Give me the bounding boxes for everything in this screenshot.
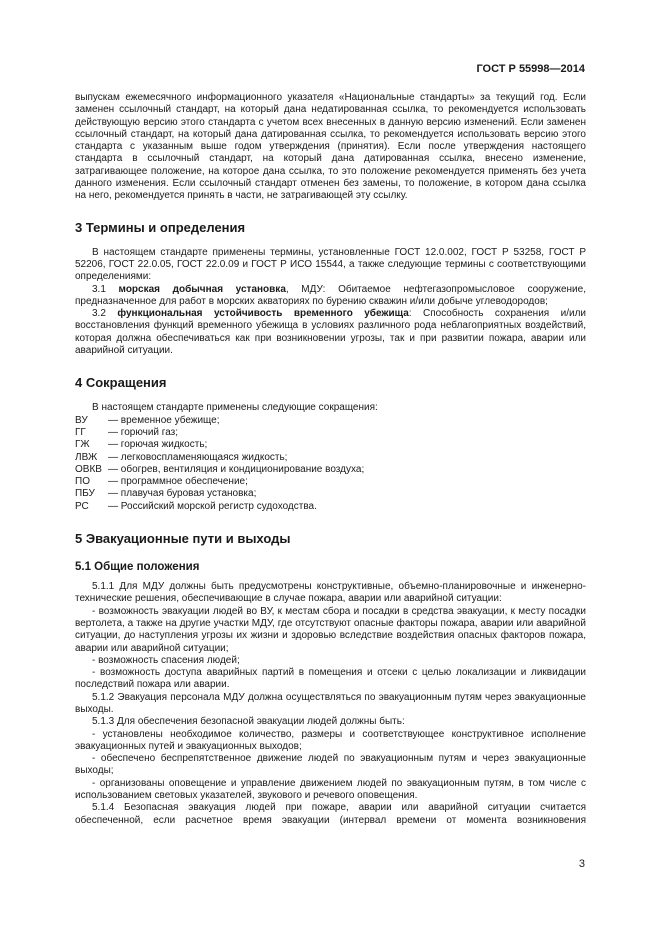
abbreviation-text: — легковоспламеняющаяся жидкость;: [108, 451, 288, 463]
abbreviation-code: ПО: [75, 476, 90, 488]
section-4-heading: 4 Сокращения: [75, 375, 167, 391]
term-number: 3.2: [92, 308, 118, 320]
section-4-intro: В настоящем стандарте применены следующие сокращения:: [92, 402, 378, 414]
abbreviation-item: [75, 415, 586, 427]
abbreviation-code: РС: [75, 500, 89, 512]
abbreviation-code: ВУ: [75, 414, 88, 426]
term-3-2: [75, 308, 586, 357]
section-5-body: [75, 581, 586, 827]
paragraph-5-1-1: 5.1.1 Для МДУ должны быть предусмотрены конструктивные, объемно-планировочные и инженерно-технические решения, обеспечивающие в случае пожара, аварии или аварийной ситуации:: [75, 581, 586, 605]
list-item: - возможность доступа аварийных партий в помещения и отсеки с целью локализации и ликвидации последствий пожара или аварии.: [75, 667, 586, 691]
term-definition: : Способность сохранения и/или восстановления функций временного убежища в условиях различного рода неблагоприятных воздействий, которая должна обеспечиваться как при возникновении угрозы, так и при развитии пожара, аварии или аварийной ситуации.: [75, 308, 587, 357]
abbreviation-text: — плавучая буровая установка;: [108, 488, 257, 500]
abbreviation-text: — горючий газ;: [108, 426, 179, 438]
abbreviation-list: [75, 415, 586, 513]
abbreviation-item: [75, 476, 586, 488]
paragraph-5-1-2: 5.1.2 Эвакуация персонала МДУ должна осуществляться по эвакуационным путям через эвакуационные выходы.: [75, 691, 586, 715]
abbreviation-code: ПБУ: [75, 488, 95, 500]
list-item: - обеспечено беспрепятственное движение людей по эвакуационным путям и через эвакуационные выходы;: [75, 753, 586, 777]
list-item: - возможность спасения людей;: [92, 654, 240, 666]
abbreviation-item: [75, 464, 586, 476]
document-header: ГОСТ Р 55998—2014: [476, 63, 585, 75]
abbreviation-text: — горючая жидкость;: [108, 439, 208, 451]
abbreviation-code: ГГ: [75, 426, 86, 438]
list-item: - установлены необходимое количество, размеры и соответствующее конструктивное исполнение эвакуационных путей и эвакуационных выходов;: [75, 728, 586, 752]
abbreviation-item: [75, 439, 586, 451]
abbreviation-item: [75, 488, 586, 500]
page-number: 3: [578, 858, 585, 870]
abbreviation-code: ГЖ: [75, 439, 90, 451]
abbreviation-text: — временное убежище;: [108, 414, 220, 426]
list-item: - организованы оповещение и управление движением людей по эвакуационным путям, в том числе с использованием световых указателей, звукового и речевого оповещения.: [75, 777, 586, 802]
intro-paragraph: выпускам ежемесячного информационного указателя «Национальные стандарты» за текущий год. Если заменен ссылочный стандарт, на который дана недатированная ссылка, то рекомендуется использовать действующую версию этого стандарта с учетом всех внесенных в данную версию изменений. Если заменен ссылочный стандарт, на который дана датированная ссылка, то рекомендуется использовать версию этого стандарта с указанным выше годом утверждения (принятия). Если после утверждения настоящего стандарта в ссылочный стандарт, на который дана датированная ссылка, внесено изменение, затрагивающее положение, на которое дана ссылка, то это положение рекомендуется применять без учета данного изменения. Если ссылочный стандарт отменен без замены, то положение, в котором дана ссылка на него, рекомендуется принять в части, не затрагивающей эту ссылку.: [75, 92, 586, 202]
term-number: 3.1: [92, 283, 119, 295]
abbreviation-text: — Российский морской регистр судоходства.: [108, 500, 317, 512]
abbreviation-item: [75, 501, 586, 513]
abbreviation-code: ОВКВ: [75, 463, 102, 475]
abbreviation-text: — обогрев, вентиляция и кондиционирование воздуха;: [108, 463, 365, 475]
abbreviation-code: ЛВЖ: [75, 451, 98, 463]
abbreviation-item: [75, 427, 586, 439]
subsection-5-1-heading: 5.1 Общие положения: [75, 561, 200, 574]
abbreviation-item: [75, 452, 586, 464]
term-name: функциональная устойчивость временного убежища: [117, 308, 409, 320]
page-content: [75, 92, 586, 827]
paragraph-5-1-3: 5.1.3 Для обеспечения безопасной эвакуации людей должны быть:: [92, 716, 405, 728]
term-definition: , МДУ: Обитаемое нефтегазопромысловое сооружение, предназначенное для работ в морских акваториях по бурению скважин и/или добыче углеводородов;: [75, 283, 586, 307]
paragraph-5-1-4: 5.1.4 Безопасная эвакуация людей при пожаре, аварии или аварийной ситуации считается обеспеченной, если расчетное время эвакуации (интервал времени от момента возникновения: [75, 802, 586, 826]
section-5-heading: 5 Эвакуационные пути и выходы: [75, 531, 291, 547]
section-3-intro: В настоящем стандарте применены термины, установленные ГОСТ 12.0.002, ГОСТ Р 53258, ГОСТ Р 52206, ГОСТ 22.0.05, ГОСТ 22.0.09 и ГОСТ Р ИСО 15544, а также следующие термины с соответствующими определениями:: [75, 246, 586, 283]
term-name: морская добычная установка: [118, 283, 286, 295]
abbreviation-text: — программное обеспечение;: [108, 476, 248, 488]
section-3-heading: 3 Термины и определения: [75, 219, 246, 235]
term-3-1: [75, 284, 586, 309]
list-item: - возможность эвакуации людей во ВУ, к местам сбора и посадки в средства эвакуации, к месту посадки вертолета, а также на другие участки МДУ, где отсутствуют опасные факторы пожара, аварии или аварийной ситуации, до наступления угрозы их жизни и здоровью вследствие воздействия опасных факторов пожара, аварии или аварийной ситуации;: [75, 605, 586, 654]
